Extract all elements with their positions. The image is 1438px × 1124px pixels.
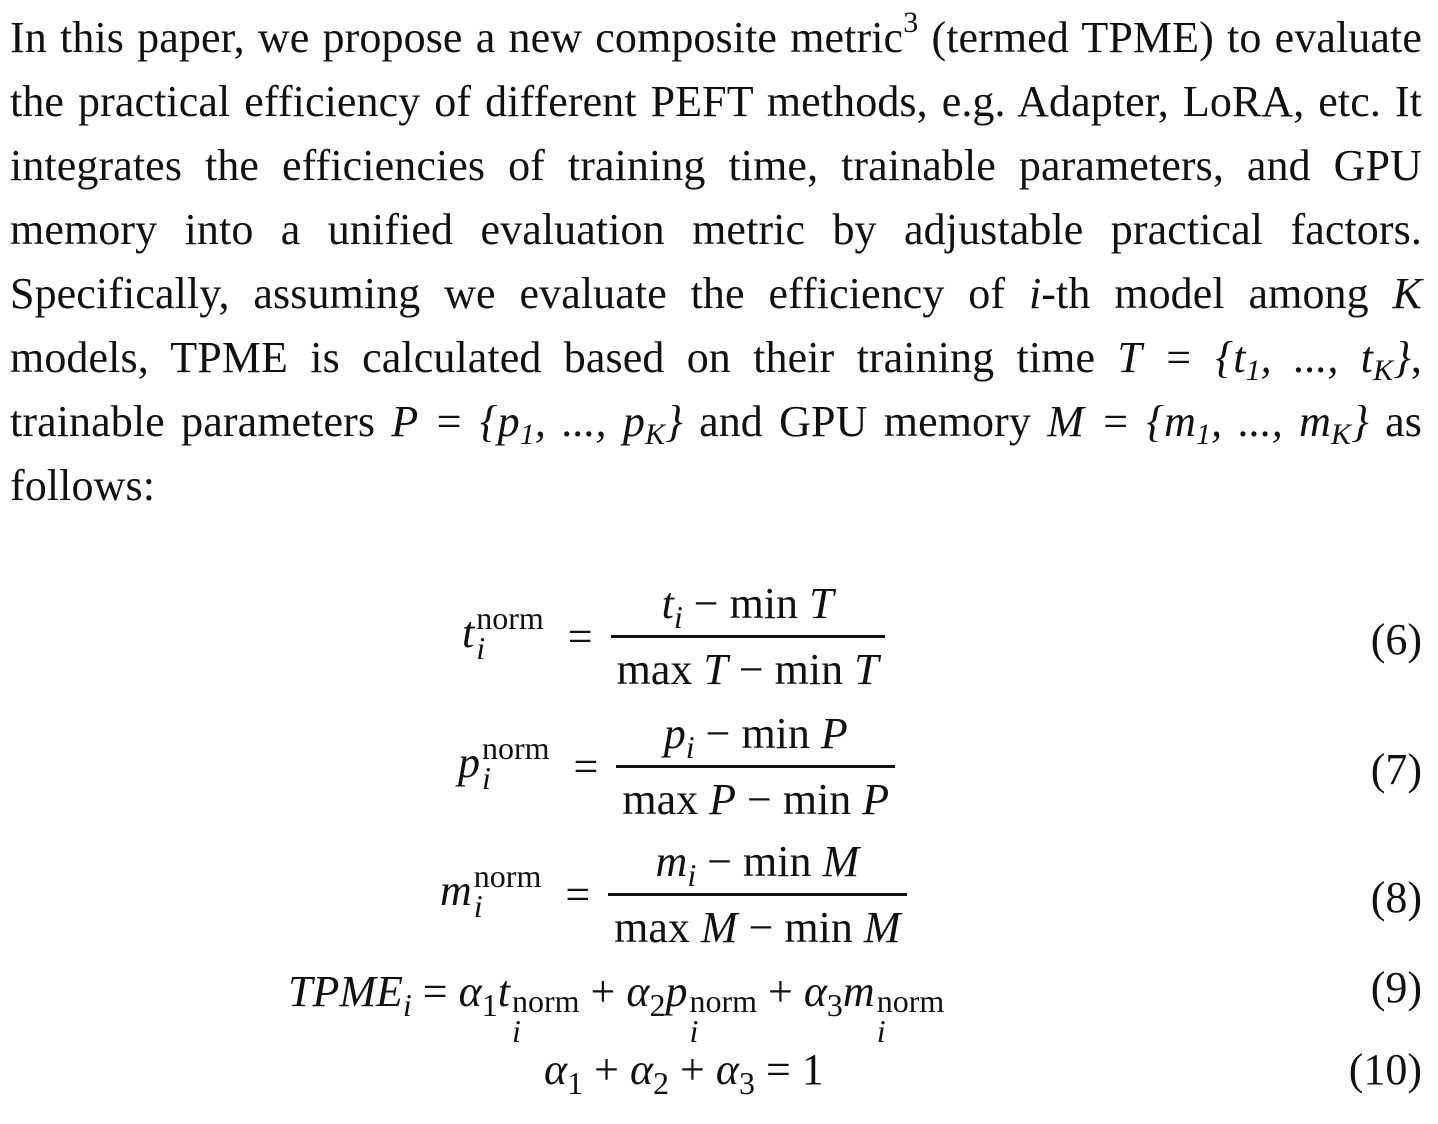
equation-6-fraction bbox=[611, 578, 885, 695]
equation-7-body bbox=[458, 708, 895, 825]
t-symbol: t bbox=[497, 967, 510, 1016]
subscript: 1 bbox=[481, 987, 498, 1023]
alpha-symbol: α bbox=[629, 1045, 654, 1094]
plus-sign: + bbox=[579, 967, 627, 1016]
alpha-symbol: α bbox=[544, 1045, 568, 1094]
equation-7-lhs: p norm i bbox=[458, 729, 550, 796]
text-run: In this paper, we propose a new composite metric bbox=[10, 13, 904, 62]
equation-10 bbox=[0, 1044, 1438, 1108]
equals-sign: = bbox=[411, 967, 459, 1016]
equation-6-lhs: t norm i bbox=[462, 599, 544, 666]
subscript: 2 bbox=[649, 987, 666, 1023]
equation-number-7: (7) bbox=[1370, 745, 1422, 794]
math-var-k: K bbox=[1392, 269, 1422, 318]
equation-number-10: (10) bbox=[1348, 1045, 1422, 1094]
m-symbol: m bbox=[842, 967, 875, 1016]
math-set-m: $M = \{m_1$, ..., $m_K$} bbox=[1047, 397, 1369, 451]
text-run: -th model among bbox=[1041, 269, 1393, 318]
fraction-bar bbox=[611, 635, 885, 638]
text-run: , trainable parameters bbox=[10, 333, 1422, 446]
equation-8-lhs: m norm i bbox=[440, 857, 542, 924]
math-set-p: $P = \{p_1$, ..., $p_K$} bbox=[391, 397, 683, 451]
equation-7 bbox=[0, 708, 1438, 828]
p-symbol: p bbox=[665, 967, 688, 1016]
equation-9 bbox=[0, 962, 1438, 1049]
equation-6 bbox=[0, 578, 1438, 698]
subscript: 3 bbox=[738, 1065, 755, 1101]
equation-number-6: (6) bbox=[1370, 615, 1422, 664]
equation-9-body: TPME i = α 1 t norm i + α 2 p norm i + α 3 m norm i bbox=[288, 967, 945, 1049]
equals-sign: = bbox=[573, 742, 599, 791]
plus-sign: + bbox=[583, 1045, 630, 1094]
plus-sign: + bbox=[669, 1045, 716, 1094]
text-run: (termed TPME) to evaluate the practical efficiency of different PEFT methods, e.g. Adapter, LoRA, etc. It integrates the efficiencies of training time, trainable parameters, and GPU memory into a unified evaluation metric by adjustable practical factors. Specifically, assuming we evaluate the efficiency of bbox=[10, 13, 1422, 318]
equation-8-fraction bbox=[608, 836, 906, 953]
equation-6-denominator: max T − min T bbox=[616, 645, 879, 694]
equation-6-body bbox=[462, 578, 885, 695]
subscript: 1 bbox=[567, 1065, 584, 1101]
alpha-symbol: α bbox=[715, 1045, 739, 1094]
footnote-marker[interactable]: 3 bbox=[903, 6, 919, 39]
equation-8-body bbox=[440, 836, 907, 953]
alpha-symbol: α bbox=[626, 967, 650, 1016]
plus-sign: + bbox=[756, 967, 804, 1016]
text-run: as follows: bbox=[10, 397, 1422, 510]
equation-6-numerator: $t_i - \min T$ bbox=[661, 579, 834, 635]
equation-8-numerator: $m_i - \min M$ bbox=[655, 837, 860, 893]
subscript: i bbox=[402, 987, 412, 1023]
equation-10-body bbox=[544, 1044, 824, 1101]
equals-one: = 1 bbox=[754, 1045, 824, 1094]
alpha-symbol: α bbox=[458, 967, 482, 1016]
text-run: and GPU memory bbox=[682, 397, 1048, 446]
fraction-bar bbox=[608, 893, 906, 896]
math-set-t: $T = \{t_1$, ..., $t_K$} bbox=[1117, 333, 1411, 387]
equals-sign: = bbox=[567, 612, 593, 661]
equation-7-numerator: $p_i - \min P$ bbox=[663, 709, 848, 765]
text-run: models, TPME is calculated based on their training time bbox=[10, 333, 1118, 382]
equation-number-9: (9) bbox=[1370, 963, 1422, 1012]
alpha-symbol: α bbox=[803, 967, 827, 1016]
fraction-bar bbox=[616, 765, 895, 768]
math-var-i: i bbox=[1028, 269, 1042, 318]
equation-8-denominator: max M − min M bbox=[614, 903, 901, 952]
subscript: 3 bbox=[826, 987, 843, 1023]
equation-number-8: (8) bbox=[1370, 873, 1422, 922]
equation-7-fraction bbox=[616, 708, 895, 825]
equation-7-denominator: max P − min P bbox=[622, 775, 890, 824]
body-paragraph bbox=[10, 6, 1422, 518]
subscript: 2 bbox=[653, 1065, 670, 1101]
tpme-symbol: TPME bbox=[288, 967, 403, 1016]
equation-8 bbox=[0, 836, 1438, 956]
equals-sign: = bbox=[565, 870, 591, 919]
